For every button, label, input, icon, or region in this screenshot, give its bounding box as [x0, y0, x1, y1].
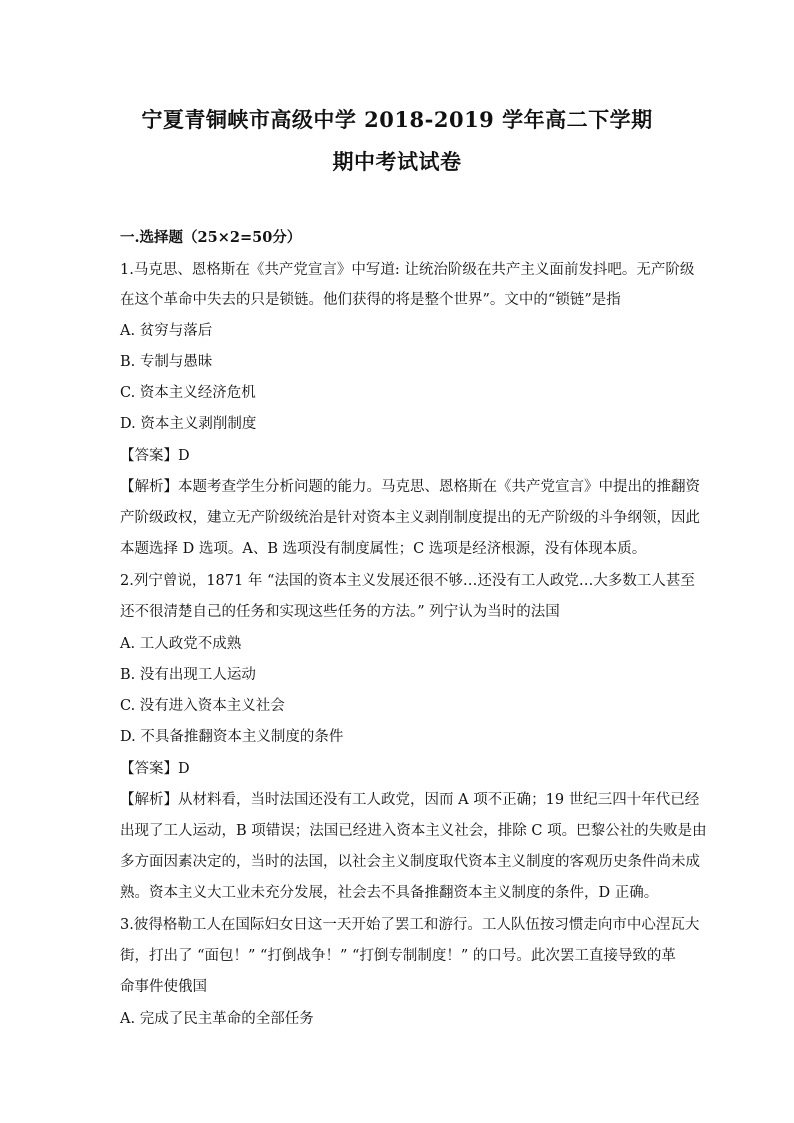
question-1-stem-line-2: 在这个革命中失去的只是锁链。他们获得的将是整个世界”。文中的“锁链”是指: [120, 292, 621, 308]
question-1-option-c: C. 资本主义经济危机: [120, 385, 256, 401]
question-2-option-c: C. 没有进入资本主义社会: [120, 698, 285, 714]
question-2-analysis-line-1: 【解析】从材料看，当时法国还没有工人政党，因而 A 项不正确；19 世纪三四十年代已经: [120, 792, 700, 808]
question-1-stem-line-1: 1.马克思、恩格斯在《共产党宣言》中写道: 让统治阶级在共产主义面前发抖吧。无产阶级: [120, 262, 695, 278]
question-2-analysis-line-4: 熟。资本主义大工业未充分发展，社会去不具备推翻资本主义制度的条件，D 正确。: [120, 885, 659, 901]
question-1-answer: 【答案】D: [120, 448, 190, 464]
section-heading: 一.选择题（25×2=50分）: [120, 229, 302, 246]
question-1-option-a: A. 贫穷与落后: [120, 323, 213, 339]
question-1-analysis-line-2: 产阶级政权，建立无产阶级统治是针对资本主义剥削制度提出的无产阶级的斗争纲领，因此: [120, 510, 700, 526]
question-1-option-d: D. 资本主义剥削制度: [120, 416, 257, 432]
question-2-option-b: B. 没有出现工人运动: [120, 667, 256, 683]
question-3-option-a: A. 完成了民主革命的全部任务: [120, 1011, 314, 1027]
question-1-analysis-line-1: 【解析】本题考查学生分析问题的能力。马克思、恩格斯在《共产党宣言》中提出的推翻资: [120, 479, 700, 495]
document-title: 宁夏青铜峡市高级中学 2018-2019 学年高二下学期: [141, 107, 653, 132]
question-2-analysis-line-3: 多方面因素决定的，当时的法国，以社会主义制度取代资本主义制度的客观历史条件尚未成: [120, 854, 700, 870]
question-1-analysis-line-3: 本题选择 D 选项。A、B 选项没有制度属性；C 选项是经济根源，没有体现本质。: [120, 541, 647, 557]
question-2-option-d: D. 不具备推翻资本主义制度的条件: [120, 729, 344, 745]
document-subtitle: 期中考试试卷: [332, 149, 462, 174]
question-2-stem-line-1: 2.列宁曾说，1871 年 “法国的资本主义发展还很不够…还没有工人政党…大多数工人甚至: [120, 573, 695, 589]
question-1-option-b: B. 专制与愚昧: [120, 354, 213, 370]
question-2-analysis-line-2: 出现了工人运动，B 项错误；法国已经进入资本主义社会，排除 C 项。巴黎公社的失败是由: [120, 823, 707, 839]
question-3-stem-line-2: 街，打出了 “面包！” “打倒战争！” “打倒专制制度！” 的口号。此次罢工直接导致的革: [120, 948, 676, 964]
question-2-stem-line-2: 还不很清楚自己的任务和实现这些任务的方法。” 列宁认为当时的法国: [120, 604, 560, 620]
question-2-answer: 【答案】D: [120, 761, 190, 777]
question-2-option-a: A. 工人政党不成熟: [120, 636, 242, 652]
question-3-stem-line-3: 命事件使俄国: [120, 979, 207, 995]
question-3-stem-line-1: 3.彼得格勒工人在国际妇女日这一天开始了罢工和游行。工人队伍按习惯走向市中心涅瓦大: [120, 917, 700, 933]
